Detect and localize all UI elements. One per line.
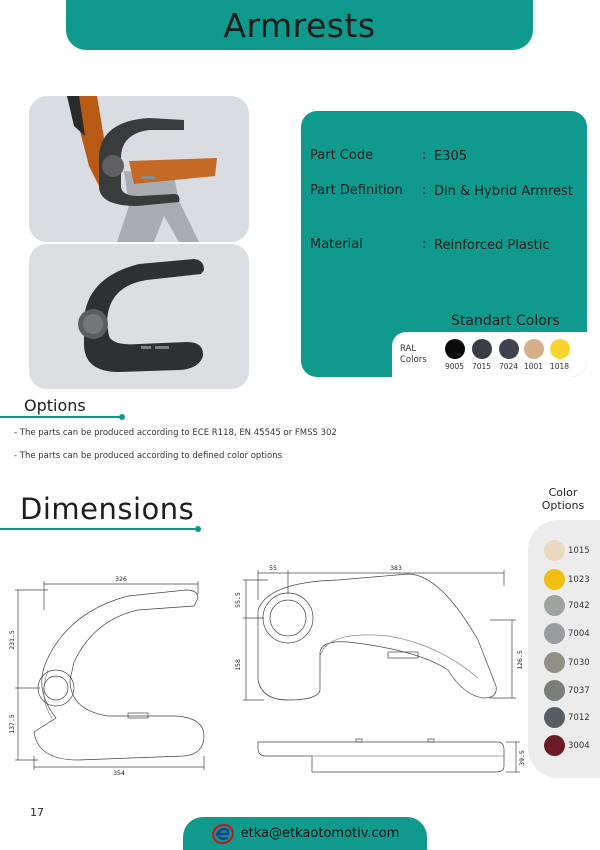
- color-option: [544, 652, 590, 673]
- dim-side-bottom: 354: [113, 769, 125, 777]
- option-line: - The parts can be produced according to defined color options: [14, 451, 283, 461]
- dimensions-heading: Dimensions: [20, 492, 195, 526]
- dim-profile-total-height: 158: [234, 659, 242, 671]
- ral-colors-label: [400, 344, 427, 366]
- page-number: 17: [30, 806, 44, 819]
- color-options-title-line2: Options: [541, 499, 585, 512]
- part-code-label: Part Code: [310, 148, 374, 163]
- ral-label-line2: Colors: [400, 355, 427, 365]
- standard-colors-title: Standart Colors: [451, 313, 560, 329]
- color-option-dot: [544, 540, 565, 561]
- color-option-dot: [544, 595, 565, 616]
- dim-profile-right-width: 383: [390, 564, 402, 572]
- dim-side-lower-height: 137.5: [8, 714, 16, 734]
- ral-swatch: [523, 339, 544, 371]
- part-definition-row: [310, 183, 574, 200]
- part-definition-label: Part Definition: [310, 183, 403, 198]
- armrest-photo-isolated: [29, 244, 249, 389]
- color-options-panel: [528, 520, 600, 778]
- ral-swatch-code: 1018: [549, 362, 570, 371]
- ral-swatch-code: 1001: [523, 362, 544, 371]
- dim-profile-front-height: 126.5: [516, 650, 524, 670]
- color-option: [544, 595, 590, 616]
- ral-swatch-dot: [445, 339, 465, 359]
- color-option: [544, 540, 590, 561]
- color-option: [544, 569, 590, 590]
- page-title: Armrests: [223, 5, 376, 45]
- color-options-title-line1: Color: [548, 486, 578, 499]
- dim-side-top: 326: [115, 575, 127, 583]
- color-option-dot: [544, 623, 565, 644]
- color-option-dot: [544, 707, 565, 728]
- color-option-code: 1023: [568, 574, 590, 585]
- armrest-photo-mounted: [29, 96, 249, 242]
- color-option-dot: [544, 652, 565, 673]
- ral-swatch-code: 7024: [498, 362, 519, 371]
- ral-swatch-panel: [392, 332, 587, 377]
- part-code-value: E305: [434, 149, 468, 164]
- ral-swatch: [498, 339, 519, 371]
- dim-profile-upper-height: 55.5: [234, 592, 242, 608]
- dim-side-upper-height: 231.5: [8, 630, 16, 650]
- contact-email-link[interactable]: etka@etkaotomotiv.com: [240, 826, 400, 841]
- ral-swatch: [471, 339, 492, 371]
- ral-swatch: [444, 339, 465, 371]
- options-heading: Options: [24, 396, 86, 415]
- side-view-drawing: [8, 570, 213, 780]
- armrest-mounted-illustration: [29, 96, 249, 242]
- part-definition-value: Dln & Hybrid Armrest: [434, 184, 573, 199]
- ral-swatch-dot: [550, 339, 570, 359]
- color-option: [544, 623, 590, 644]
- armrest-isolated-illustration: [29, 244, 249, 389]
- color-option-code: 3004: [568, 740, 590, 751]
- dim-profile-base-height: 39.5: [518, 750, 526, 766]
- etka-logo-icon: [211, 822, 235, 846]
- color-option-code: 7037: [568, 685, 590, 696]
- part-definition-colon: :: [422, 183, 427, 198]
- material-label: Material: [310, 237, 363, 252]
- color-option-code: 1015: [568, 545, 590, 556]
- option-line: - The parts can be produced according to ECE R118, EN 45545 or FMSS 302: [14, 428, 337, 438]
- color-option-code: 7030: [568, 657, 590, 668]
- profile-view-drawing: [228, 560, 528, 785]
- ral-swatch-code: 7015: [471, 362, 492, 371]
- part-code-colon: :: [422, 148, 427, 163]
- ral-swatch-dot: [524, 339, 544, 359]
- color-options-title: [537, 486, 589, 512]
- material-colon: :: [422, 237, 427, 252]
- color-option-dot: [544, 569, 565, 590]
- ral-swatch-dot: [499, 339, 519, 359]
- color-option: [544, 680, 590, 701]
- header-bar: [66, 0, 533, 50]
- ral-swatch-dot: [472, 339, 492, 359]
- color-option-code: 7042: [568, 600, 590, 611]
- part-info-card: [301, 111, 587, 377]
- color-option-code: 7012: [568, 712, 590, 723]
- footer-bar: [183, 817, 427, 850]
- color-option-dot: [544, 735, 565, 756]
- material-value: Reinforced Plastic: [434, 238, 550, 253]
- ral-swatch: [549, 339, 570, 371]
- color-option: [544, 735, 590, 756]
- color-option-code: 7004: [568, 628, 590, 639]
- color-option: [544, 707, 590, 728]
- ral-swatch-code: 9005: [444, 362, 465, 371]
- dimensions-divider: [0, 528, 198, 530]
- part-code-row: [310, 148, 574, 165]
- color-option-dot: [544, 680, 565, 701]
- material-row: [310, 237, 574, 254]
- options-divider: [0, 416, 122, 418]
- dim-profile-left-width: 55: [269, 564, 277, 572]
- ral-label-line1: RAL: [400, 344, 417, 354]
